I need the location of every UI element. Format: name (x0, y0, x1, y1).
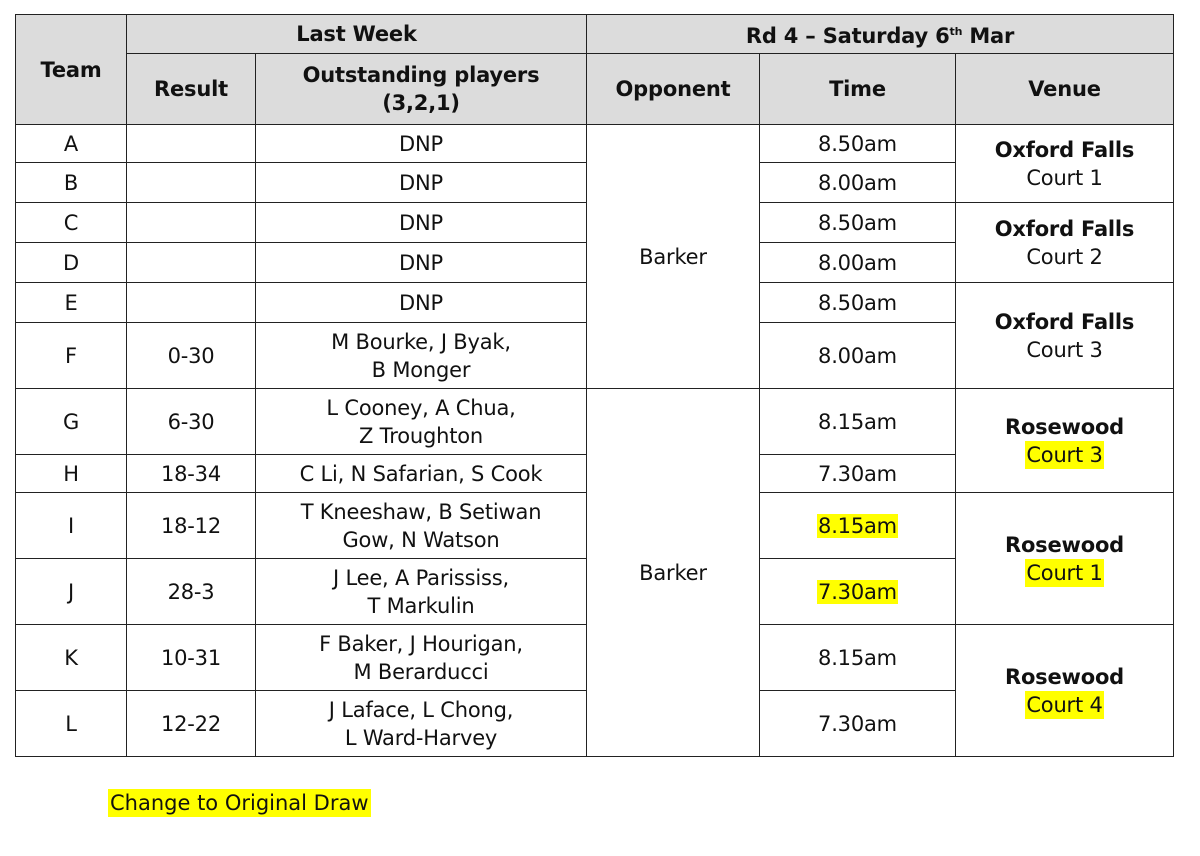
venue-cell: Rosewood Court 1 (956, 493, 1174, 625)
venue-cell: Rosewood Court 3 (956, 389, 1174, 493)
header-round: Rd 4 – Saturday 6th Mar (587, 15, 1174, 54)
players-cell: DNP (256, 125, 587, 163)
header-team: Team (16, 15, 127, 125)
venue-cell: Oxford Falls Court 3 (956, 283, 1174, 389)
venue-cell: Oxford Falls Court 2 (956, 203, 1174, 283)
changed-court-highlight: Court 1 (1026, 560, 1103, 585)
result-cell: 10-31 (127, 625, 256, 691)
venue-cell: Oxford Falls Court 1 (956, 125, 1174, 203)
players-cell: J Laface, L Chong, L Ward-Harvey (256, 691, 587, 757)
team-cell: H (16, 455, 127, 493)
header-outstanding-players: Outstanding players (3,2,1) (256, 54, 587, 125)
changed-court-highlight: Court 3 (1026, 442, 1103, 467)
header-venue: Venue (956, 54, 1174, 125)
team-cell: K (16, 625, 127, 691)
team-cell: J (16, 559, 127, 625)
team-cell: C (16, 203, 127, 243)
result-cell: 18-34 (127, 455, 256, 493)
team-cell: G (16, 389, 127, 455)
changed-time-highlight: 7.30am (818, 579, 897, 604)
table-row (16, 389, 1174, 455)
players-cell: M Bourke, J Byak, B Monger (256, 323, 587, 389)
time-cell (760, 559, 956, 625)
team-cell: E (16, 283, 127, 323)
change-legend: Change to Original Draw (110, 791, 369, 815)
team-cell: B (16, 163, 127, 203)
venue-cell: Rosewood Court 4 (956, 625, 1174, 757)
players-cell: DNP (256, 203, 587, 243)
opponent-cell: Barker (587, 125, 760, 389)
players-cell: L Cooney, A Chua, Z Troughton (256, 389, 587, 455)
result-cell: 0-30 (127, 323, 256, 389)
result-cell (127, 283, 256, 323)
result-cell (127, 243, 256, 283)
team-cell: A (16, 125, 127, 163)
players-cell: DNP (256, 243, 587, 283)
header-result: Result (127, 54, 256, 125)
header-row-2 (16, 54, 1174, 125)
team-cell: L (16, 691, 127, 757)
result-cell: 18-12 (127, 493, 256, 559)
result-cell: 6-30 (127, 389, 256, 455)
time-cell: 8.00am (760, 323, 956, 389)
time-cell: 8.50am (760, 203, 956, 243)
team-cell: D (16, 243, 127, 283)
draw-table (15, 14, 1174, 757)
time-cell: 8.50am (760, 125, 956, 163)
time-cell: 7.30am (760, 455, 956, 493)
team-cell: I (16, 493, 127, 559)
result-cell (127, 163, 256, 203)
result-cell (127, 203, 256, 243)
time-cell: 8.00am (760, 163, 956, 203)
players-cell: DNP (256, 163, 587, 203)
changed-court-highlight: Court 4 (1026, 692, 1103, 717)
players-cell: J Lee, A Parississ, T Markulin (256, 559, 587, 625)
players-cell: F Baker, J Hourigan, M Berarducci (256, 625, 587, 691)
opponent-cell: Barker (587, 389, 760, 757)
result-cell: 12-22 (127, 691, 256, 757)
header-opponent: Opponent (587, 54, 760, 125)
team-cell: F (16, 323, 127, 389)
time-cell: 7.30am (760, 691, 956, 757)
result-cell (127, 125, 256, 163)
time-cell: 8.15am (760, 625, 956, 691)
players-cell: C Li, N Safarian, S Cook (256, 455, 587, 493)
header-row-1 (16, 15, 1174, 54)
time-cell: 8.00am (760, 243, 956, 283)
header-time: Time (760, 54, 956, 125)
result-cell: 28-3 (127, 559, 256, 625)
time-cell (760, 493, 956, 559)
players-cell: T Kneeshaw, B Setiwan Gow, N Watson (256, 493, 587, 559)
changed-time-highlight: 8.15am (818, 513, 897, 538)
time-cell: 8.15am (760, 389, 956, 455)
players-cell: DNP (256, 283, 587, 323)
header-last-week: Last Week (127, 15, 587, 54)
table-row (16, 125, 1174, 163)
time-cell: 8.50am (760, 283, 956, 323)
